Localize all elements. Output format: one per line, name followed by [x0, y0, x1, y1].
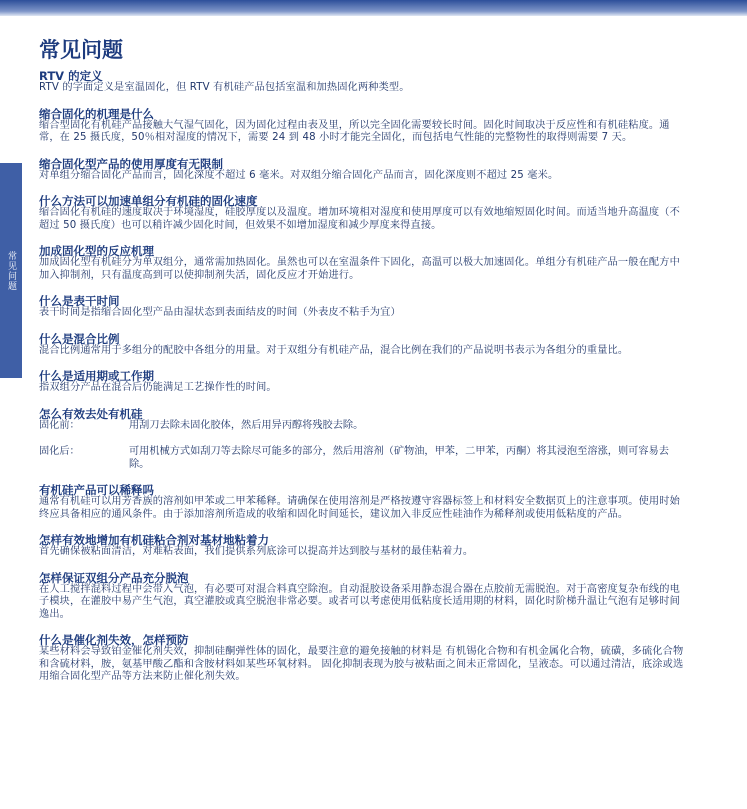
faq-question: 怎么有效去处有机硅 — [39, 406, 143, 421]
faq-item — [39, 634, 689, 684]
faq-answer: 缩合型固化有机硅产品接触大气湿气固化，因为固化过程由表及里，所以完全固化需要较长时间。固化时间取决于反应性和有机硅粘度。通常，在 25 摄氏度，50％相对湿度的情况下，需要 24 到 48 小时才能完全固化，而包括电气性能的完整物性的取得则需要 7 天。 — [39, 119, 670, 143]
faq-item — [39, 572, 689, 622]
faq-answer: 加成固化型有机硅分为单双组分，通常需加热固化。虽然也可以在室温条件下固化，高温可以极大加速固化。单组分有机硅产品一般在配方中加入抑制剂，只有温度高到可以使抑制剂失活，固化反应才开始进行。 — [39, 257, 680, 281]
faq-answer: 指双组分产品在混合后仍能满足工艺操作性的时间。 — [39, 382, 277, 393]
faq-answer: 通常有机硅可以用芳香族的溶剂如甲苯或二甲苯稀释。请确保在使用溶剂是严格按遵守容器标签上和材料安全数据页上的注意事项。使用时始终应具备相应的通风条件。由于添加溶剂所造成的收缩和固化时间延长，建议加入非反应性硅油作为稀释剂或使用低粘度的产品。 — [39, 496, 680, 520]
faq-question: 什么方法可以加速单组分有机硅的固化速度 — [39, 194, 258, 208]
faq-question: 加成固化型的反应机理 — [39, 244, 154, 258]
faq-item — [39, 370, 689, 395]
header-band — [0, 0, 747, 16]
sub-label: 固化后： — [39, 446, 80, 457]
faq-question: 有机硅产品可以稀释吗 — [39, 483, 154, 497]
faq-item — [39, 484, 689, 521]
faq-answer: 缩合固化有机硅的速度取决于环境湿度，硅胶厚度以及温度。增加环境相对湿度和使用厚度可以有效地缩短固化时间。而适当地升高温度（不超过 50 摄氏度）也可以稍许减少固化时间，但效果不如增加湿度和减少厚度来得直接。 — [39, 207, 680, 231]
faq-answer: 混合比例通常用于多组分的配胶中各组分的用量。对于双组分有机硅产品，混合比例在我们的产品说明书表示为各组分的重量比。 — [39, 344, 629, 356]
faq-question: 怎样有效地增加有机硅粘合剂对基材地粘着力 — [39, 533, 269, 547]
faq-answer: 在人工搅拌混料过程中会带入气泡，有必要可对混合料真空除泡。自动混胶设备采用静态混合器在点胶前无需脱泡。对于高密度复杂布线的电子模块，在灌胶中易产生气泡，真空灌胶或真空脱泡非常必要。或者可以考虑使用低粘度长适用期的材料，固化时阶梯升温让气泡有足够时间逸出。 — [39, 583, 680, 620]
faq-question: 什么是表干时间 — [39, 294, 120, 308]
faq-item — [39, 245, 689, 282]
faq-item — [39, 70, 689, 95]
side-tab-label: 常见问题 — [6, 250, 16, 291]
faq-answer: 对单组分缩合固化产品而言，固化深度不超过 6 毫米。对双组分缩合固化产品而言，固化深度则不超过 25 毫米。 — [39, 169, 559, 181]
faq-item — [39, 534, 689, 559]
removal-after-curing — [39, 446, 689, 471]
sub-text: 用刮刀去除未固化胶体，然后用异丙醇将残胶去除。 — [129, 419, 364, 431]
faq-answer: 表干时间是指缩合固化型产品由湿状态到表面结皮的时间（外表皮不粘手为宜） — [39, 307, 401, 318]
page-title: 常见问题 — [39, 38, 123, 62]
faq-answer: 首先确保被粘面清洁，对难粘表面，我们提供系列底涂可以提高并达到胶与基材的最佳粘着力。 — [39, 546, 474, 557]
faq-question: 怎样保证双组分产品充分脱泡 — [39, 570, 189, 585]
faq-answer: RTV 的字面定义是室温固化，但 RTV 有机硅产品包括室温和加热固化两种类型。 — [39, 82, 410, 93]
faq-question: 缩合固化型产品的使用厚度有无限制 — [39, 156, 223, 171]
sub-text: 可用机械方式如刮刀等去除尽可能多的部分，然后用溶剂（矿物油，甲苯，二甲苯，丙酮）将其浸泡至溶涨，则可容易去除。 — [129, 446, 669, 470]
side-section-tab — [0, 163, 22, 378]
faq-item — [39, 108, 689, 145]
removal-before-curing — [39, 420, 689, 433]
sub-label: 固化前： — [39, 419, 80, 431]
faq-question: 什么是催化剂失效，怎样预防 — [39, 633, 189, 647]
faq-answer: 某些材料会导致铂金催化剂失效，抑制硅酮弹性体的固化，最要注意的避免接触的材料是 有机锡化合物和有机金属化合物，硫磺，多硫化合物和含硫材料，胺，氨基甲酸乙酯和含胺材料如某些环氧材料。 固化抑制表现为胶与被粘面之间未正常固化，呈液态。可以通过清洁，底涂或选用缩合固化型产品等方法来防止催化剂失效。 — [39, 646, 684, 682]
faq-item — [39, 408, 689, 472]
faq-question: 缩合固化的机理是什么 — [39, 106, 154, 121]
faq-list — [39, 70, 689, 697]
faq-item — [39, 158, 689, 183]
faq-item — [39, 333, 689, 358]
faq-question: RTV 的定义 — [39, 69, 103, 83]
faq-item — [39, 295, 689, 320]
faq-question: 什么是适用期或工作期 — [39, 369, 154, 383]
faq-question: 什么是混合比例 — [39, 331, 120, 346]
faq-item — [39, 195, 689, 232]
